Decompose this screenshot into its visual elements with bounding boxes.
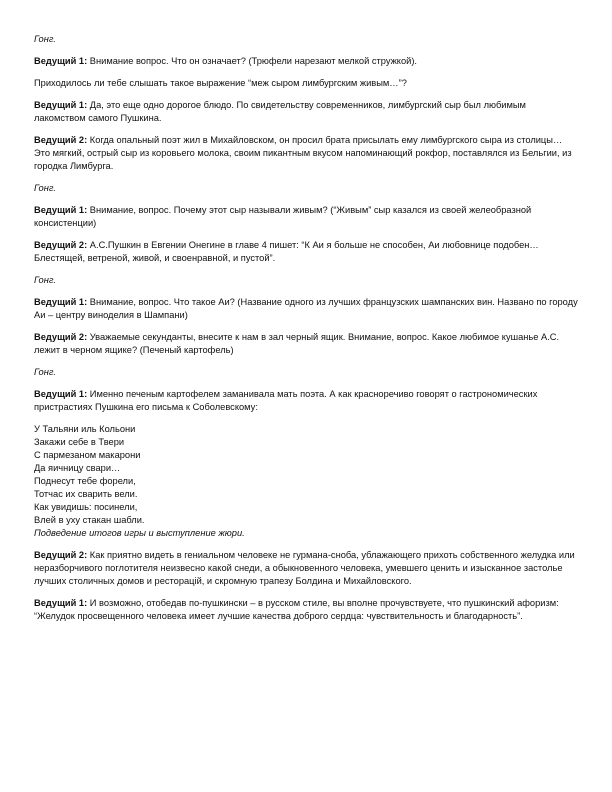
speaker-label: Ведущий 2: <box>34 550 88 560</box>
speech-paragraph <box>34 331 578 357</box>
stage-direction-gong: Гонг. <box>34 34 56 44</box>
poem-line: Влей в уху стакан шабли. <box>34 515 145 525</box>
speech-text: Внимание, вопрос. Почему этот сыр называли живым? (“Живым” сыр казался из своей желеобразной консистенции) <box>34 205 532 228</box>
poem-line: У Тальяни иль Кольони <box>34 424 136 434</box>
speech-paragraph <box>34 204 578 230</box>
speech-text: Уважаемые секунданты, внесите к нам в зал черный ящик. Внимание, вопрос. Какое любимое кушанье А.С. лежит в черном ящике? (Печеный картофель) <box>34 332 560 355</box>
stage-direction-results: Подведение итогов игры и выступление жюри. <box>34 528 245 538</box>
poem-line: Как увидишь: посинели, <box>34 502 138 512</box>
speech-text: Внимание вопрос. Что он означает? (Трюфели нарезают мелкой стружкой). <box>87 56 418 66</box>
speech-text: Внимание, вопрос. Что такое Аи? (Название одного из лучших французских шампанских вин. Названо по городу Аи – центру виноделия в Шампани) <box>34 297 578 320</box>
speaker-label: Ведущий 1: <box>34 205 88 215</box>
speaker-label: Ведущий 1: <box>34 598 88 608</box>
speech-paragraph <box>34 549 578 588</box>
speech-paragraph <box>34 134 578 173</box>
poem-line: Тотчас их сварить вели. <box>34 489 138 499</box>
speech-paragraph <box>34 99 578 125</box>
speech-text: И возможно, отобедав по-пушкински – в русском стиле, вы вполне прочувствуете, что пушкинский афоризм: “Желудок просвещенного человека имеет лучшие качества доброго сердца: чувствительность и благодарность”. <box>34 598 559 621</box>
speech-paragraph <box>34 296 578 322</box>
poem-line: Закажи себе в Твери <box>34 437 125 447</box>
speaker-label: Ведущий 1: <box>34 56 88 66</box>
speaker-label: Ведущий 1: <box>34 389 88 399</box>
poem-block <box>34 423 578 540</box>
poem-line: С пармезаном макарони <box>34 450 141 460</box>
speaker-label: Ведущий 1: <box>34 297 88 307</box>
poem-line: Да яичницу свари… <box>34 463 121 473</box>
speaker-label: Ведущий 2: <box>34 240 88 250</box>
document-page <box>34 33 578 632</box>
speech-text: Как приятно видеть в гениальном человеке не гурмана-сноба, ублажающего прихоть собственного желудка или неразборчивого поглотителя неизвесно какой снеди, а обыкновенного человека, умевшего ценить и изысканное застолье лучших столичных домов и ресторацій, и скромную трапезу Болдина и Михайловского. <box>34 550 575 586</box>
stage-direction-gong: Гонг. <box>34 183 56 193</box>
speech-text: Да, это еще одно дорогое блюдо. По свидетельству современников, лимбургский сыр был любимым лакомством самого Пушкина. <box>34 100 526 123</box>
speaker-label: Ведущий 2: <box>34 332 88 342</box>
speech-paragraph <box>34 597 578 623</box>
speech-paragraph <box>34 55 578 68</box>
stage-direction-gong: Гонг. <box>34 367 56 377</box>
speech-text: Именно печеным картофелем заманивала мать поэта. А как красноречиво говорят о гастрономических пристрастиях Пушкина его письма к Соболевскому: <box>34 389 538 412</box>
speech-paragraph <box>34 388 578 414</box>
speaker-label: Ведущий 1: <box>34 100 88 110</box>
speaker-label: Ведущий 2: <box>34 135 88 145</box>
stage-direction-gong: Гонг. <box>34 275 56 285</box>
speech-paragraph <box>34 239 578 265</box>
speech-text: Когда опальный поэт жил в Михайловском, он просил брата присылать ему лимбургского сыра из столицы…Это мягкий, острый сыр из коровьего молока, своим пикантным вкусом напоминающий рокфор, поставлялся из Бельгии, из городка Лимбурга. <box>34 135 572 171</box>
plain-paragraph: Приходилось ли тебе слышать такое выражение “меж сыром лимбургским живым…”? <box>34 78 407 88</box>
speech-text: А.С.Пушкин в Евгении Онегине в главе 4 пишет: “К Аи я больше не способен, Аи любовнице подобен… Блестящей, ветреной, живой, и своенравной, и пустой”. <box>34 240 539 263</box>
poem-line: Поднесут тебе форели, <box>34 476 136 486</box>
